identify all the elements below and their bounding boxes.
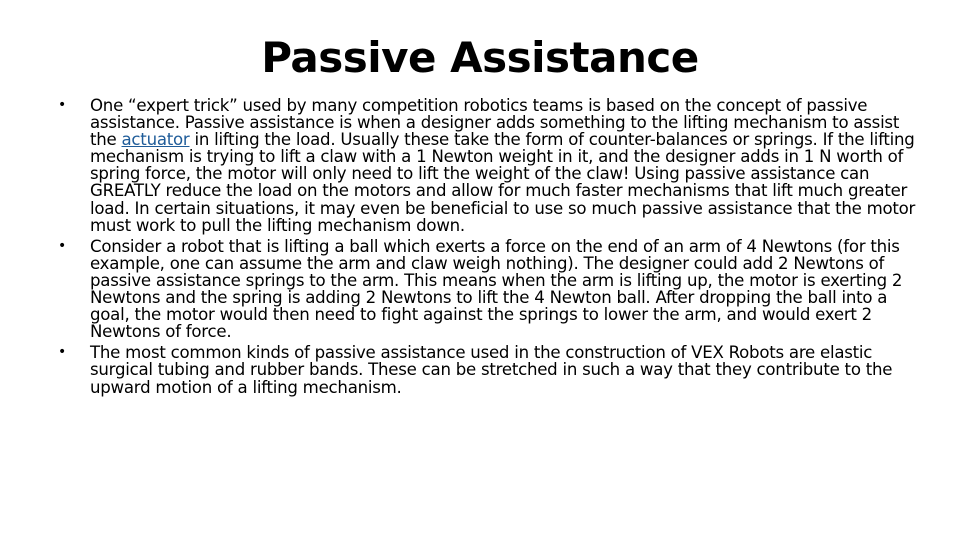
bullet-text-1-part-1: One “expert trick” used by many competition robotics teams is based on the concept of passive assistance. Passive assistance is when a designer adds something to the lifting mechanism to assist the (90, 96, 900, 150)
bullet-item-1 (56, 97, 916, 234)
bullet-text-3: The most common kinds of passive assistance used in the construction of VEX Robots are elastic surgical tubing and rubber bands. These can be stretched in such a way that they contribute to the upward motion of a lifting mechanism. (90, 343, 893, 397)
bullet-icon: • (58, 97, 67, 113)
slide-title: Passive Assistance (261, 33, 699, 82)
bullet-icon: • (58, 237, 67, 254)
bullet-item-2 (56, 238, 916, 341)
bullet-icon: • (58, 344, 67, 361)
actuator-link[interactable]: actuator (121, 130, 190, 150)
bullet-item-3 (56, 344, 916, 395)
bullet-list (56, 97, 916, 400)
bullet-text-1-part-2: in lifting the load. Usually these take the form of counter-balances or springs. If the lifting mechanism is trying to lift a claw with a 1 Newton weight in it, and the designer adds in 1 N worth of spring force, the motor will only need to lift the weight of the claw! Using passive assistance can GREATLY reduce the load on the motors and allow for much faster mechanisms that lift much greater load. In certain situations, it may even be beneficial to use so much passive assistance that the motor must work to pull the lifting mechanism down. (90, 130, 916, 235)
bullet-text-2: Consider a robot that is lifting a ball which exerts a force on the end of an arm of 4 Newtons (for this example, one can assume the arm and claw weigh nothing). The designer could add 2 Newtons of passive assistance springs to the arm. This means when the arm is lifting up, the motor is exerting 2 Newtons and the spring is adding 2 Newtons to lift the 4 Newton ball. After dropping the ball into a goal, the motor would then need to fight against the springs to lower the arm, and would exert 2 Newtons of force. (90, 236, 903, 342)
